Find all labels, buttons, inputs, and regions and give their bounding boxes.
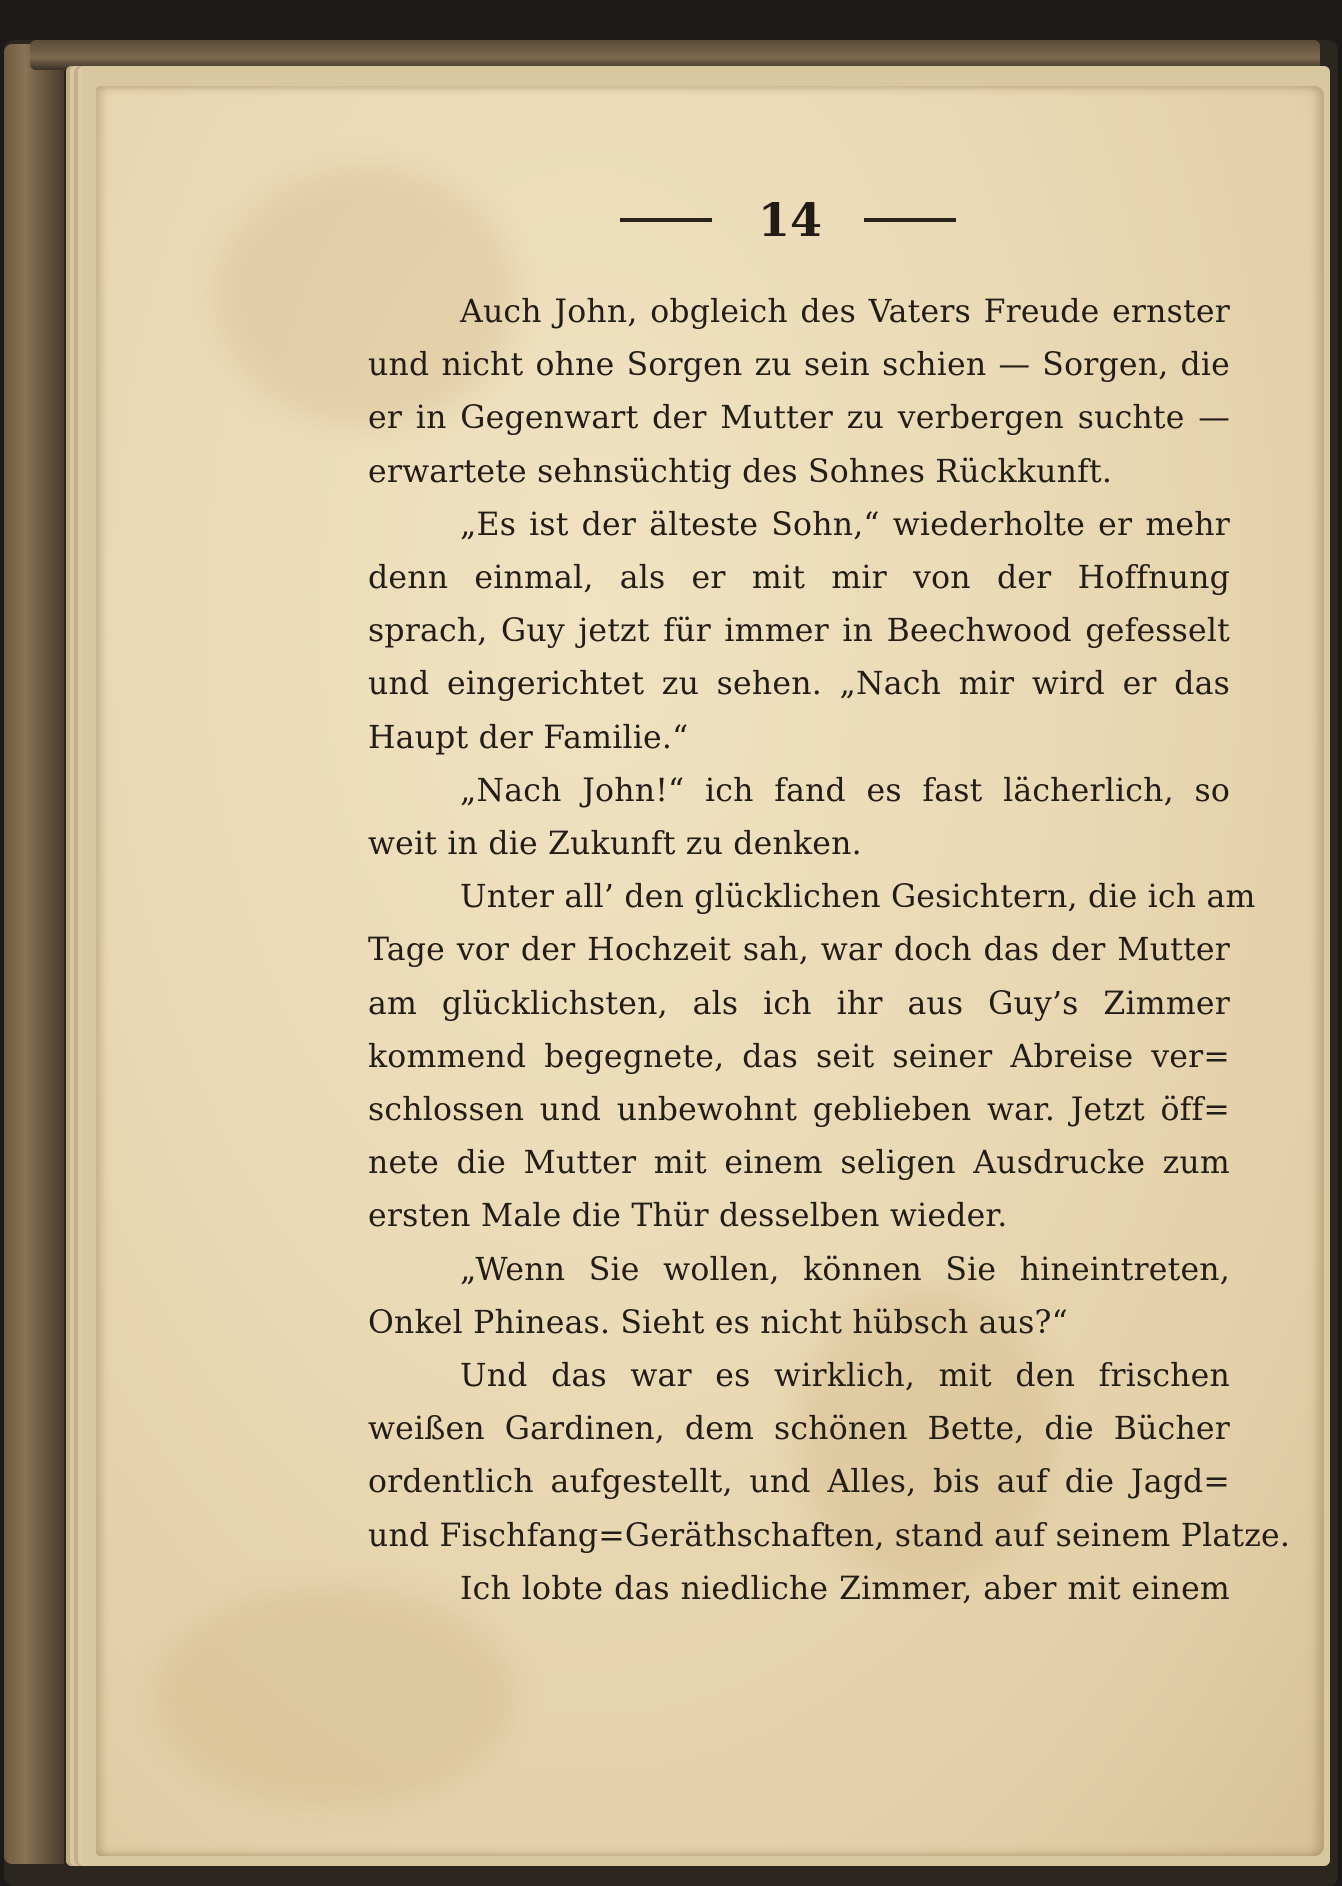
- text-line: Ich lobte das niedliche Zimmer, aber mit einem: [460, 1570, 1230, 1607]
- paragraph: [368, 286, 1230, 499]
- text-line: weißen Gardinen, dem schönen Bette, die Bücher: [368, 1411, 1230, 1448]
- paragraph: [368, 765, 1230, 871]
- paragraph: [368, 1244, 1230, 1350]
- paragraph: [368, 499, 1230, 765]
- text-line: nete die Mutter mit einem seligen Ausdrucke zum: [368, 1145, 1230, 1182]
- text-line: weit in die Zukunft zu denken.: [368, 826, 862, 863]
- text-line: kommend begegnete, das seit seiner Abreise ver=: [368, 1038, 1230, 1075]
- text-line: Auch John, obgleich des Vaters Freude ernster: [460, 294, 1230, 330]
- text-line: er in Gegenwart der Mutter zu verbergen suchte —: [368, 400, 1230, 437]
- text-line: Onkel Phineas. Sieht es nicht hübsch aus?“: [368, 1304, 1068, 1341]
- paper-stain: [156, 1586, 516, 1806]
- page-header: [600, 190, 980, 250]
- paragraph: [368, 1563, 1230, 1616]
- text-line: und eingerichtet zu sehen. „Nach mir wird er das: [368, 666, 1230, 703]
- page-number: 14: [757, 193, 822, 247]
- text-line: schlossen und unbewohnt geblieben war. Jetzt öff=: [368, 1092, 1230, 1129]
- text-line: und nicht ohne Sorgen zu sein schien — Sorgen, die: [368, 347, 1230, 384]
- text-line: denn einmal, als er mit mir von der Hoffnung: [368, 560, 1230, 597]
- body-text: [368, 286, 1291, 1616]
- paragraph: [368, 1350, 1291, 1563]
- text-line: „Nach John!“ ich fand es fast lächerlich, so: [460, 772, 1230, 809]
- text-line: und Fischfang=Geräthschaften, stand auf seinem Platze.: [368, 1517, 1291, 1554]
- text-line: ordentlich aufgestellt, und Alles, bis auf die Jagd=: [368, 1464, 1230, 1501]
- text-line: Haupt der Familie.“: [368, 719, 689, 756]
- text-line: Unter all’ den glücklichen Gesichtern, die ich am: [460, 879, 1256, 916]
- text-line: „Es ist der älteste Sohn,“ wiederholte er mehr: [460, 506, 1230, 543]
- header-rule-right: [864, 218, 956, 222]
- text-line: Und das war es wirklich, mit den frischen: [460, 1358, 1230, 1395]
- text-line: am glücklichsten, als ich ihr aus Guy’s Zimmer: [368, 985, 1230, 1022]
- text-line: Tage vor der Hochzeit sah, war doch das der Mutter: [368, 932, 1230, 969]
- text-line: erwartete sehnsüchtig des Sohnes Rückkunft.: [368, 453, 1113, 490]
- text-line: sprach, Guy jetzt für immer in Beechwood gefesselt: [368, 613, 1230, 650]
- text-line: ersten Male die Thür desselben wieder.: [368, 1198, 1008, 1235]
- text-line: „Wenn Sie wollen, können Sie hineintreten,: [460, 1251, 1230, 1288]
- paragraph: [368, 871, 1256, 1243]
- header-rule-left: [620, 218, 712, 222]
- book-spine-edge: [4, 44, 64, 1864]
